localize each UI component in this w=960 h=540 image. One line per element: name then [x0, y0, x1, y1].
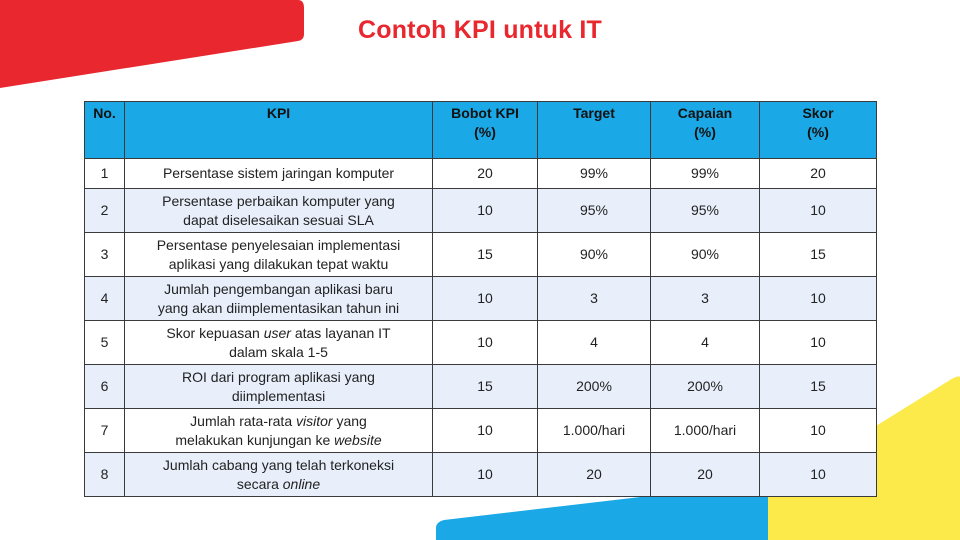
- cell-kpi: ROI dari program aplikasi yang diimplementasi: [125, 365, 433, 409]
- table-row: [85, 365, 877, 409]
- cell-kpi: Persentase perbaikan komputer yang dapat diselesaikan sesuai SLA: [125, 189, 433, 233]
- cell-no: 8: [85, 453, 125, 497]
- cell-target: 90%: [538, 233, 651, 277]
- cell-capaian: 200%: [651, 365, 760, 409]
- cell-bobot: 15: [433, 365, 538, 409]
- header-capaian-label: Capaian: [677, 105, 733, 121]
- cell-skor: 10: [760, 277, 877, 321]
- cell-no: 1: [85, 159, 125, 189]
- header-target: [538, 102, 651, 159]
- cell-target: 1.000/hari: [538, 409, 651, 453]
- cell-skor: 10: [760, 189, 877, 233]
- cell-skor: 10: [760, 409, 877, 453]
- table-row: [85, 409, 877, 453]
- cell-bobot: 10: [433, 409, 538, 453]
- cell-target: 3: [538, 277, 651, 321]
- header-no: [85, 102, 125, 159]
- table-row: [85, 277, 877, 321]
- cell-target: 200%: [538, 365, 651, 409]
- cell-no: 6: [85, 365, 125, 409]
- cell-skor: 15: [760, 233, 877, 277]
- cell-kpi: Persentase penyelesaian implementasi aplikasi yang dilakukan tepat waktu: [125, 233, 433, 277]
- table-row: [85, 159, 877, 189]
- header-bobot: [433, 102, 538, 159]
- cell-kpi: Skor kepuasan user atas layanan IT dalam skala 1-5: [125, 321, 433, 365]
- page-title: Contoh KPI untuk IT: [357, 16, 603, 44]
- cell-skor: 15: [760, 365, 877, 409]
- header-kpi: [125, 102, 433, 159]
- kpi-table: [84, 101, 877, 497]
- header-no-label: No.: [93, 105, 116, 121]
- table-row: [85, 233, 877, 277]
- cell-bobot: 10: [433, 321, 538, 365]
- header-capaian-unit: (%): [694, 124, 716, 140]
- header-skor-label: Skor: [802, 105, 834, 121]
- cell-skor: 10: [760, 453, 877, 497]
- table-header-row: [85, 102, 877, 159]
- cell-no: 7: [85, 409, 125, 453]
- cell-skor: 10: [760, 321, 877, 365]
- cell-target: 20: [538, 453, 651, 497]
- header-skor-unit: (%): [807, 124, 829, 140]
- cell-bobot: 15: [433, 233, 538, 277]
- cell-target: 95%: [538, 189, 651, 233]
- cell-skor: 20: [760, 159, 877, 189]
- cell-capaian: 20: [651, 453, 760, 497]
- header-target-label: Target: [573, 105, 615, 121]
- header-bobot-label: Bobot KPI: [451, 105, 519, 121]
- cell-capaian: 3: [651, 277, 760, 321]
- cell-kpi: Jumlah cabang yang telah terkoneksi secara online: [125, 453, 433, 497]
- cell-no: 4: [85, 277, 125, 321]
- cell-capaian: 95%: [651, 189, 760, 233]
- table-row: [85, 189, 877, 233]
- cell-no: 5: [85, 321, 125, 365]
- cell-target: 99%: [538, 159, 651, 189]
- header-bobot-unit: (%): [474, 124, 496, 140]
- cell-kpi: Jumlah pengembangan aplikasi baru yang akan diimplementasikan tahun ini: [125, 277, 433, 321]
- table-row: [85, 321, 877, 365]
- cell-capaian: 4: [651, 321, 760, 365]
- cell-kpi: Jumlah rata-rata visitor yang melakukan kunjungan ke website: [125, 409, 433, 453]
- cell-capaian: 1.000/hari: [651, 409, 760, 453]
- cell-target: 4: [538, 321, 651, 365]
- cell-capaian: 90%: [651, 233, 760, 277]
- cell-bobot: 10: [433, 189, 538, 233]
- header-kpi-label: KPI: [266, 105, 291, 121]
- cell-capaian: 99%: [651, 159, 760, 189]
- cell-no: 2: [85, 189, 125, 233]
- cell-no: 3: [85, 233, 125, 277]
- cell-bobot: 10: [433, 277, 538, 321]
- header-capaian: [651, 102, 760, 159]
- cell-bobot: 10: [433, 453, 538, 497]
- cell-kpi: Persentase sistem jaringan komputer: [125, 159, 433, 189]
- table-row: [85, 453, 877, 497]
- header-skor: [760, 102, 877, 159]
- red-corner-shape: [0, 0, 310, 90]
- cell-bobot: 20: [433, 159, 538, 189]
